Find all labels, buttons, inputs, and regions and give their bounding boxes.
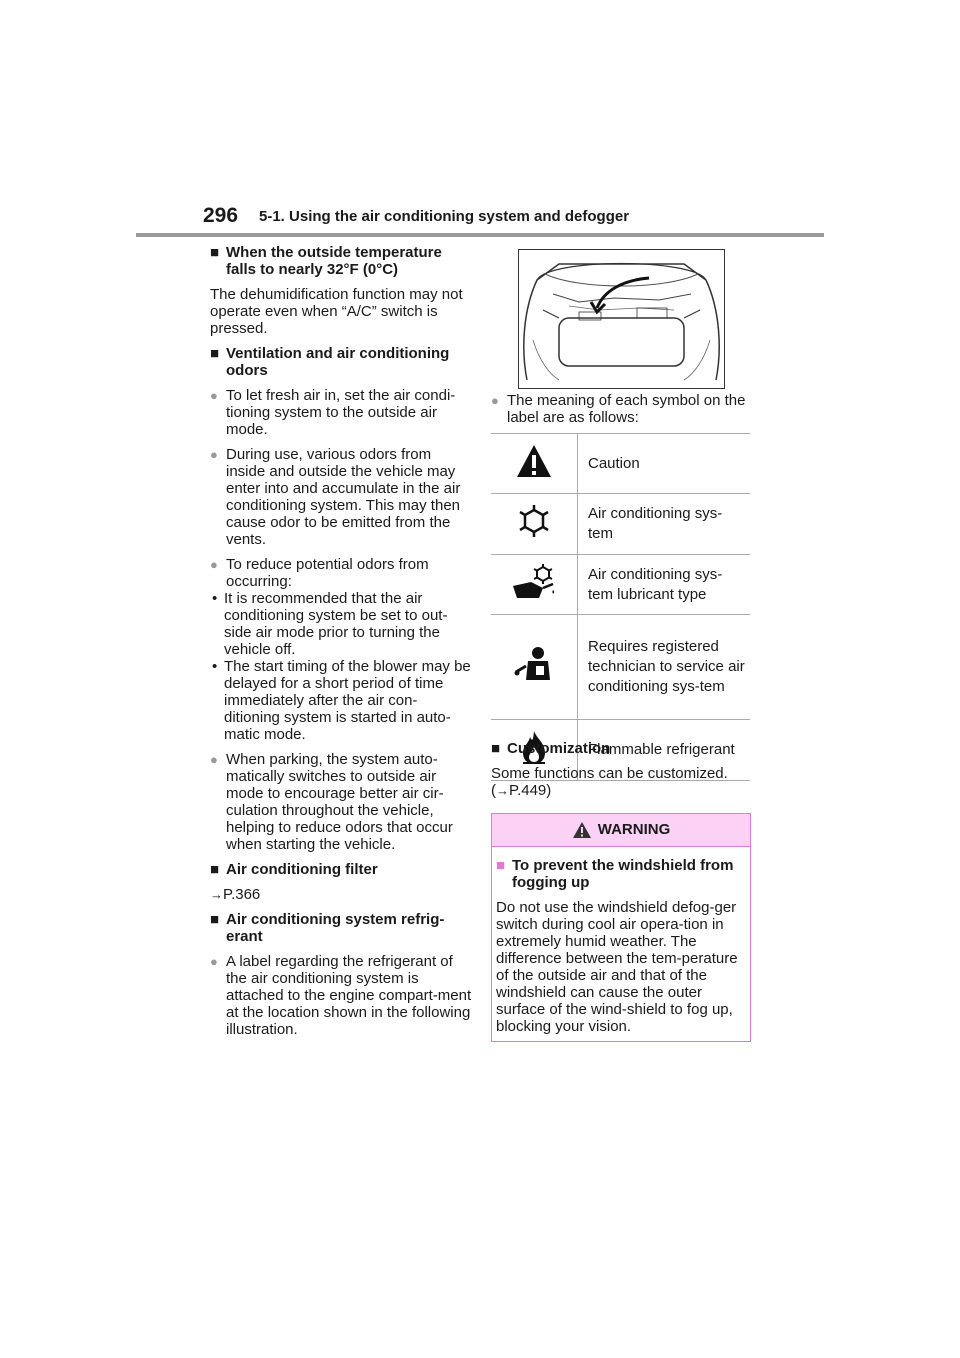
bullet-item: ● When parking, the system auto-matically switches to outside air mode to encourage better air cir-culation throughout the vehicle, helping to reduce odors that occur when starting the vehicle. (210, 751, 472, 853)
right-column (491, 392, 753, 434)
bullet-item (210, 556, 472, 743)
symbol-table (491, 433, 750, 781)
engine-compartment-icon (519, 250, 724, 388)
bullet-intro: ● To reduce potential odors from occurring: (226, 556, 429, 590)
page-reference-link[interactable]: (→P.449) (491, 782, 552, 799)
paragraph: Some functions can be customized. (491, 765, 728, 782)
bullet-item: ● The meaning of each symbol on the label are as follows: (491, 392, 753, 426)
arrow-right-icon: → (210, 887, 223, 902)
square-bullet-icon: ■ (496, 857, 506, 874)
page-header (203, 204, 823, 234)
warning-text: Do not use the windshield defog-ger switch during cool air opera-tion in extremely humid weather. The difference between the tem-perature of the outside air and that of the windshield can cause the outer surface of the wind-shield to fog up, blocking your vision. (496, 899, 738, 1035)
chapter-title: 5-1. Using the air conditioning system and defogger (259, 208, 630, 225)
warning-title: ■ To prevent the windshield from fogging up (496, 857, 734, 891)
bullet-item: ● During use, various odors from inside and outside the vehicle may enter into and accumulate in the air conditioning system. This may then cause odor to be emitted from the vents. (210, 446, 472, 548)
warning-icon (572, 821, 592, 839)
warning-body (492, 847, 750, 1035)
table-row (491, 434, 750, 494)
section-heading: ■ Customization (491, 740, 611, 757)
symbol-label: Caution (578, 434, 751, 494)
engine-compartment-illustration (518, 249, 725, 389)
sub-bullet-item: • It is recommended that the air conditioning system be set to out-side air mode prior to turning the vehicle off. (210, 590, 472, 658)
page-reference-link[interactable]: →P.366 (210, 886, 261, 903)
symbol-label: Flammable refrigerant (578, 720, 751, 781)
square-bullet-icon: ■ (210, 345, 220, 362)
lubricant-icon (509, 564, 559, 600)
paragraph: The dehumidification function may not operate even when “A/C” switch is pressed. (210, 286, 463, 337)
left-column (210, 244, 472, 1046)
section-heading: ■ Air conditioning filter (210, 861, 378, 878)
arrow-right-icon: → (496, 783, 509, 798)
symbol-label: Air conditioning sys-tem lubricant type (578, 555, 751, 615)
symbol-label: Air conditioning sys-tem (578, 494, 751, 555)
square-bullet-icon: ■ (210, 244, 220, 261)
square-bullet-icon: ■ (210, 911, 220, 928)
warning-box (491, 813, 751, 1042)
bullet-item: ● A label regarding the refrigerant of the air conditioning system is attached to the engine compart-ment at the location shown in the following illustration. (210, 953, 472, 1038)
bullet-item: ● To let fresh air in, set the air condi-tioning system to the outside air mode. (210, 387, 472, 438)
square-bullet-icon: ■ (491, 740, 501, 757)
warning-header (492, 814, 750, 847)
sub-bullet-item: • The start timing of the blower may be delayed for a short period of time immediately after the air con-ditioning system is started in auto-matic mode. (210, 658, 472, 743)
caution-icon (516, 444, 552, 478)
section-heading: ■ Ventilation and air conditioning odors (210, 345, 450, 379)
customization-section (491, 740, 753, 799)
symbol-label: Requires registered technician to service air conditioning sys-tem (578, 615, 751, 720)
header-rule (136, 233, 824, 237)
section-heading: ■ When the outside temperature falls to nearly 32°F (0°C) (210, 244, 442, 278)
table-row (491, 555, 750, 615)
table-row (491, 494, 750, 555)
page-number: 296 (203, 204, 239, 227)
technician-icon (514, 646, 554, 682)
warning-label: WARNING (597, 821, 671, 838)
square-bullet-icon: ■ (210, 861, 220, 878)
section-heading: ■ Air conditioning system refrig-erant (210, 911, 445, 945)
ac-system-icon (517, 504, 551, 538)
table-row (491, 615, 750, 720)
